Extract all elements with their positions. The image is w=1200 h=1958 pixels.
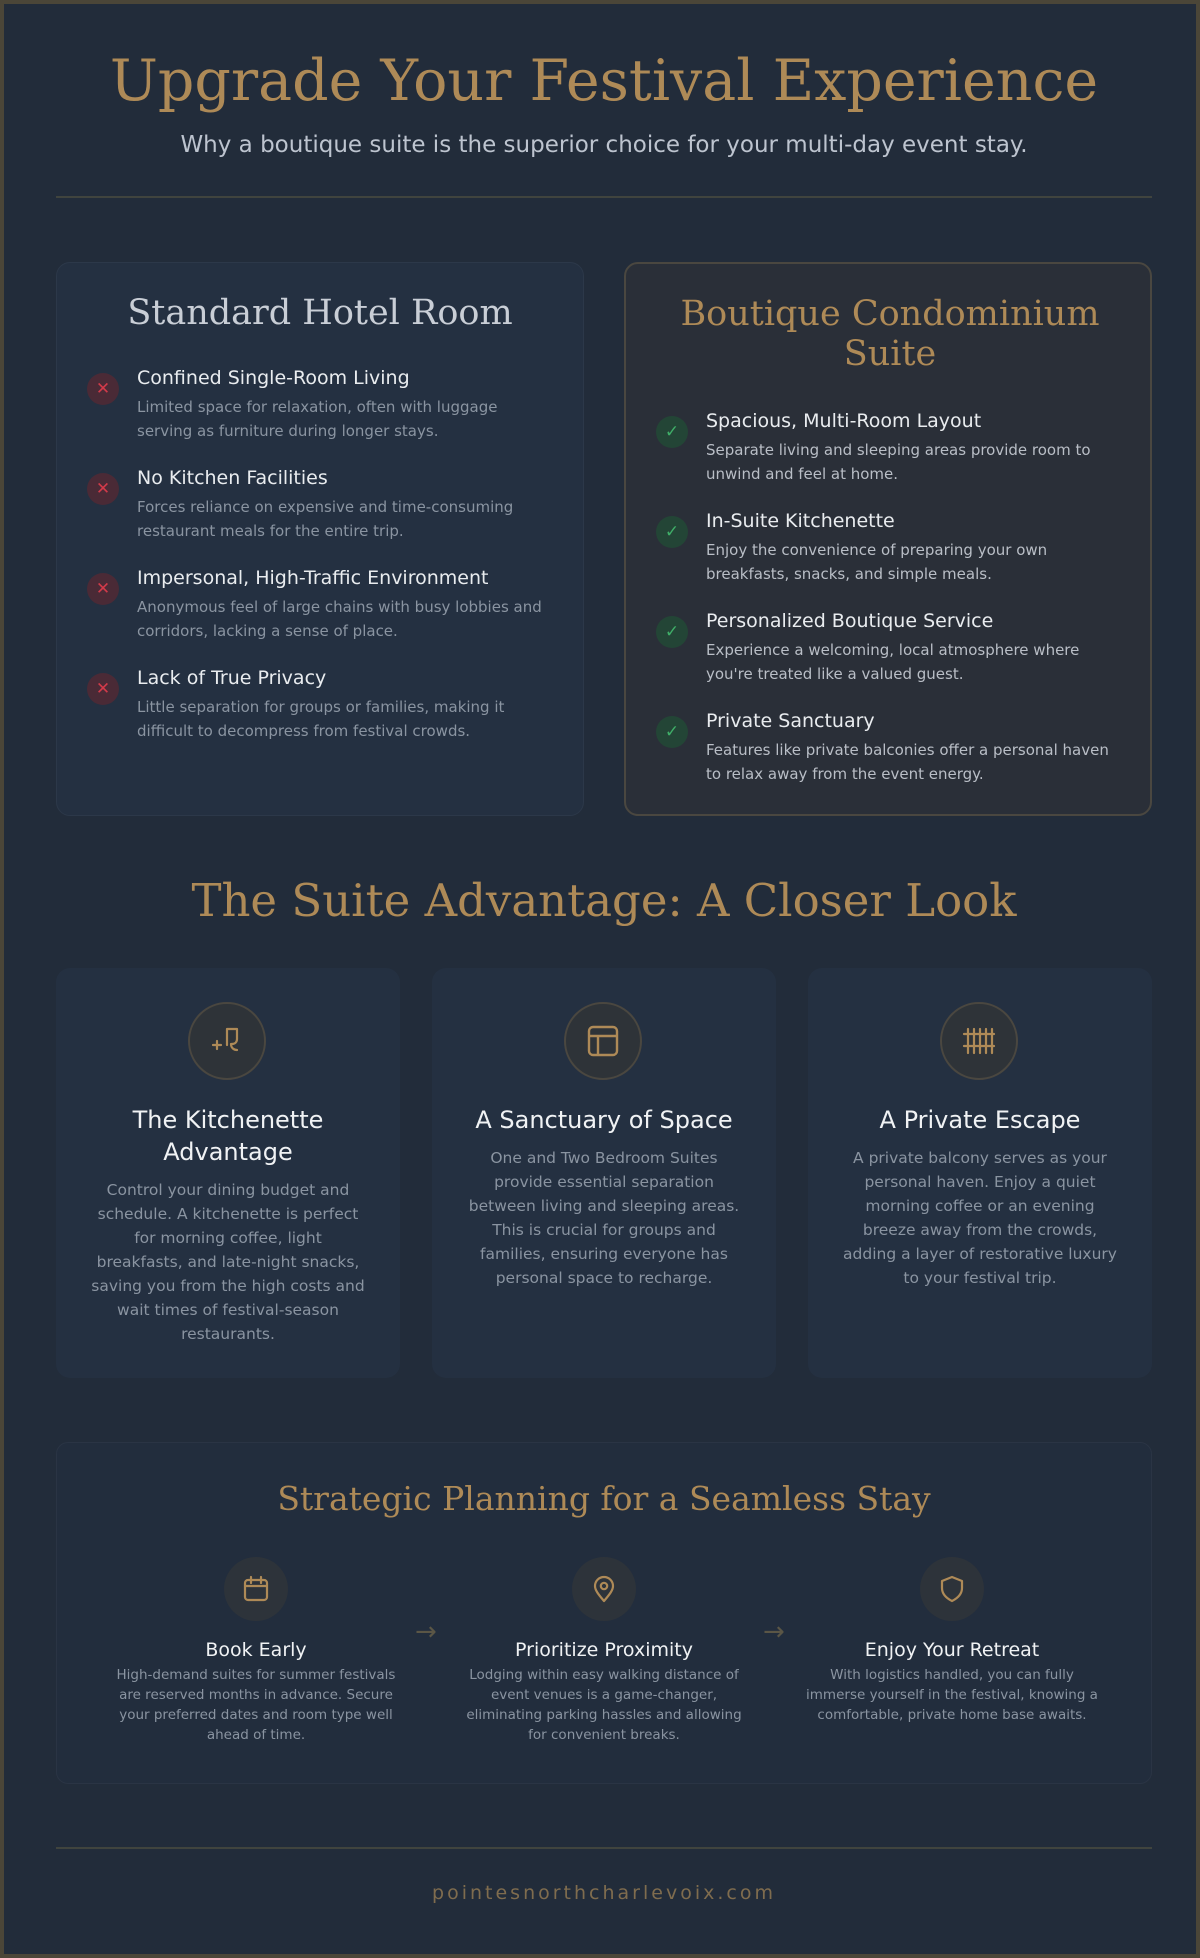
step-description: High-demand suites for summer festivals are reserved months in advance. Secure your preferred dates and room type well ahead of time. <box>116 1667 396 1743</box>
arrow-right-icon: → <box>763 1617 785 1647</box>
check-icon: ✓ <box>656 716 688 748</box>
header-divider <box>56 196 1152 198</box>
arrow-right-icon: → <box>415 1617 437 1647</box>
footer-divider <box>56 1847 1152 1849</box>
list-item <box>87 567 553 667</box>
private-escape-card <box>808 968 1152 1378</box>
item-description: Enjoy the convenience of preparing your own breakfasts, snacks, and simple meals. <box>706 541 1048 583</box>
x-icon: ✕ <box>87 673 119 705</box>
check-icon: ✓ <box>656 616 688 648</box>
balcony-railing-icon <box>940 1002 1018 1080</box>
step-description: With logistics handled, you can fully immerse yourself in the festival, knowing a comfortable, private home base awaits. <box>806 1667 1098 1723</box>
kitchenette-card <box>56 968 400 1378</box>
item-title: In-Suite Kitchenette <box>706 510 895 532</box>
map-pin-icon <box>572 1557 636 1621</box>
list-item <box>87 367 553 467</box>
check-icon: ✓ <box>656 416 688 448</box>
card-description: Control your dining budget and schedule. A kitchenette is perfect for morning coffee, light breakfasts, and late-night snacks, saving you from the high costs and wait times of festival-season restaurants. <box>91 1181 365 1343</box>
list-item <box>656 510 1120 610</box>
card-title: A Private Escape <box>879 1106 1081 1134</box>
card-description: One and Two Bedroom Suites provide essential separation between living and sleeping areas. This is crucial for groups and families, ensuring everyone has personal space to recharge. <box>468 1149 740 1287</box>
floor-plan-icon <box>564 1002 642 1080</box>
x-icon: ✕ <box>87 473 119 505</box>
standard-room-list <box>87 367 553 767</box>
standard-room-title: Standard Hotel Room <box>127 293 513 333</box>
list-item <box>656 610 1120 710</box>
step-title: Enjoy Your Retreat <box>864 1639 1040 1661</box>
calendar-icon <box>224 1557 288 1621</box>
boutique-suite-card <box>624 262 1152 816</box>
sanctuary-card <box>432 968 776 1378</box>
x-icon: ✕ <box>87 373 119 405</box>
item-description: Separate living and sleeping areas provide room to unwind and feel at home. <box>706 441 1091 483</box>
item-description: Limited space for relaxation, often with luggage serving as furniture during longer stays. <box>137 398 498 440</box>
boutique-suite-title: Boutique Condominium Suite <box>680 294 1100 374</box>
item-description: Little separation for groups or families, making it difficult to decompress from festival crowds. <box>137 698 505 740</box>
card-description: A private balcony serves as your personal haven. Enjoy a quiet morning coffee or an evening breeze away from the crowds, adding a layer of restorative luxury to your festival trip. <box>843 1149 1117 1287</box>
item-title: Spacious, Multi-Room Layout <box>706 410 982 432</box>
list-item <box>87 467 553 567</box>
advantage-heading: The Suite Advantage: A Closer Look <box>191 874 1017 927</box>
shield-icon <box>920 1557 984 1621</box>
item-title: Impersonal, High-Traffic Environment <box>137 567 489 589</box>
step-description: Lodging within easy walking distance of event venues is a game-changer, eliminating parking hassles and allowing for convenient breaks. <box>466 1667 742 1743</box>
x-icon: ✕ <box>87 573 119 605</box>
step-title: Prioritize Proximity <box>515 1639 693 1661</box>
item-title: Confined Single-Room Living <box>137 367 410 389</box>
item-title: Private Sanctuary <box>706 710 875 732</box>
page-subtitle: Why a boutique suite is the superior choice for your multi-day event stay. <box>180 132 1028 158</box>
kitchen-utensils-icon <box>188 1002 266 1080</box>
item-description: Experience a welcoming, local atmosphere where you're treated like a valued guest. <box>706 641 1080 683</box>
item-title: Personalized Boutique Service <box>706 610 994 632</box>
card-title: A Sanctuary of Space <box>475 1106 733 1134</box>
list-item <box>656 710 1120 810</box>
item-title: No Kitchen Facilities <box>137 467 328 489</box>
item-description: Forces reliance on expensive and time-consuming restaurant meals for the entire trip. <box>137 498 514 540</box>
item-description: Anonymous feel of large chains with busy lobbies and corridors, lacking a sense of place. <box>137 598 542 640</box>
item-title: Lack of True Privacy <box>137 667 327 689</box>
card-title: The Kitchenette Advantage <box>132 1106 324 1166</box>
check-icon: ✓ <box>656 516 688 548</box>
boutique-suite-list <box>656 410 1120 810</box>
step-title: Book Early <box>205 1639 307 1661</box>
list-item <box>87 667 553 767</box>
page-title: Upgrade Your Festival Experience <box>109 48 1099 114</box>
footer-website-link[interactable]: pointesnorthcharlevoix.com <box>432 1882 776 1904</box>
list-item <box>656 410 1120 510</box>
planning-section <box>56 1442 1152 1784</box>
planning-title: Strategic Planning for a Seamless Stay <box>277 1479 931 1518</box>
standard-room-card <box>56 262 584 816</box>
item-description: Features like private balconies offer a personal haven to relax away from the event energy. <box>706 741 1109 783</box>
